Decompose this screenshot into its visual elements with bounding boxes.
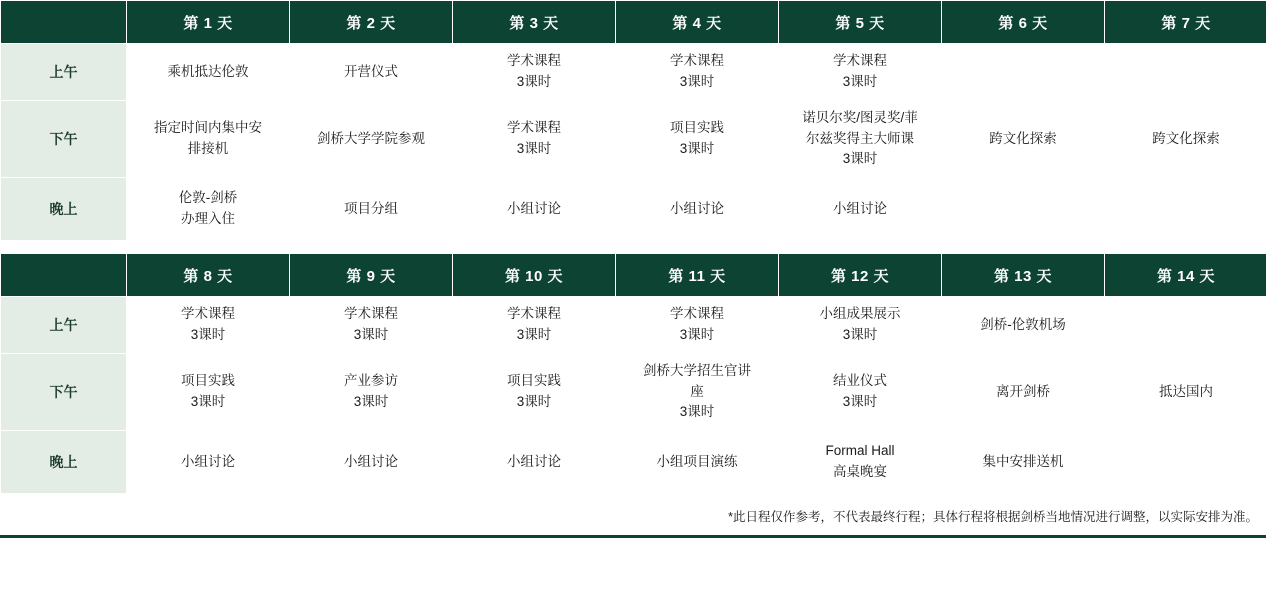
cell-line: 伦敦-剑桥 [178,190,238,206]
cell-d11-evening [616,431,779,494]
cell-d10-evening [453,431,616,494]
cell-d7-afternoon [1105,101,1266,178]
cell-line: 3课时 [516,394,552,409]
cell-d6-afternoon [942,101,1105,178]
cell-line: 跨文化探索 [989,130,1057,146]
cell-d8-afternoon [127,354,290,431]
cell-d4-morning [616,44,779,101]
header-day-11: 第 11 天 [616,254,779,297]
cell-d14-morning [1105,297,1266,354]
cell-d5-evening [779,178,942,241]
header-day-3: 第 3 天 [453,1,616,44]
cell-d11-afternoon [616,354,779,431]
cell-line: 剑桥-伦敦机场 [980,316,1066,332]
cell-line: 学术课程 [670,306,724,322]
cell-d2-morning [290,44,453,101]
header-day-9: 第 9 天 [290,254,453,297]
cell-line: 3课时 [679,404,715,420]
cell-line: 小组讨论 [507,200,561,216]
cell-line: 指定时间内集中安 [154,120,262,136]
header-day-1: 第 1 天 [127,1,290,44]
header-corner-cell [1,1,127,44]
cell-line: 3课时 [842,74,878,89]
header-day-13: 第 13 天 [942,254,1105,297]
cell-d8-evening [127,431,290,494]
cell-line: 剑桥大学招生官讲 [643,362,751,378]
cell-line: 乘机抵达伦敦 [167,63,249,79]
period-label-evening-2: 晚上 [1,431,127,494]
cell-line: 小组讨论 [833,200,887,216]
cell-line: 学术课程 [181,306,235,322]
cell-d3-morning [453,44,616,101]
cell-d6-morning [942,44,1105,101]
cell-line: 3课时 [190,327,226,342]
cell-line: 抵达国内 [1159,383,1213,399]
header-day-5: 第 5 天 [779,1,942,44]
cell-line: 3课时 [353,394,389,409]
cell-line: 座 [690,383,704,399]
cell-line: 开营仪式 [344,63,398,79]
cell-line: 项目实践 [181,373,235,389]
table-header-row-week1 [1,1,1266,44]
cell-line: 3课时 [516,327,552,342]
cell-line: 3课时 [190,394,226,409]
cell-d2-afternoon [290,101,453,178]
cell-line: 离开剑桥 [996,383,1050,399]
cell-d12-evening [779,431,942,494]
cell-line: 3课时 [842,394,878,409]
footnote-text: *此日程仅作参考，不代表最终行程；具体行程将根据剑桥当地情况进行调整，以实际安排为准。 [728,510,1258,524]
cell-d9-afternoon [290,354,453,431]
cell-line: 诺贝尔奖/图灵奖/菲 [802,109,918,125]
header-day-12: 第 12 天 [779,254,942,297]
cell-line: 集中安排送机 [982,453,1064,469]
header-corner-cell-2 [1,254,127,297]
cell-line: 学术课程 [507,306,561,322]
cell-d3-afternoon [453,101,616,178]
table-row [1,297,1266,354]
cell-line: 小组成果展示 [819,306,901,322]
cell-d6-evening [942,178,1105,241]
cell-line: 小组讨论 [507,453,561,469]
cell-line: 3课时 [842,151,878,167]
bottom-rule [0,535,1266,538]
cell-line: 跨文化探索 [1152,130,1220,146]
cell-line: 3课时 [679,74,715,89]
cell-d10-afternoon [453,354,616,431]
cell-line: 学术课程 [833,53,887,69]
cell-line: 小组项目演练 [656,453,738,469]
cell-line: 项目分组 [344,200,398,216]
header-day-6: 第 6 天 [942,1,1105,44]
cell-line: 排接机 [187,141,229,156]
header-day-14: 第 14 天 [1105,254,1266,297]
cell-d12-morning [779,297,942,354]
cell-d8-morning [127,297,290,354]
header-day-8: 第 8 天 [127,254,290,297]
cell-d14-evening [1105,431,1266,494]
table-gap-divider [0,241,1266,253]
cell-d7-evening [1105,178,1266,241]
cell-d9-morning [290,297,453,354]
cell-d13-evening [942,431,1105,494]
table-row [1,431,1266,494]
cell-line: 剑桥大学学院参观 [317,130,425,146]
cell-d1-morning [127,44,290,101]
cell-d13-morning [942,297,1105,354]
cell-line: 产业参访 [344,373,398,389]
cell-line: 学术课程 [507,120,561,136]
cell-line: 3课时 [842,327,878,342]
cell-d13-afternoon [942,354,1105,431]
cell-line: Formal Hall [825,443,895,459]
header-day-2: 第 2 天 [290,1,453,44]
schedule-table-week1 [0,0,1266,241]
cell-d9-evening [290,431,453,494]
cell-d4-afternoon [616,101,779,178]
cell-line: 3课时 [679,141,715,156]
table-header-row-week2 [1,254,1266,297]
cell-line: 项目实践 [670,120,724,136]
cell-d2-evening [290,178,453,241]
cell-line: 学术课程 [670,53,724,69]
period-label-afternoon-2: 下午 [1,354,127,431]
cell-d10-morning [453,297,616,354]
cell-line: 学术课程 [507,53,561,69]
cell-line: 办理入住 [181,211,235,226]
schedule-table-week2 [0,253,1266,494]
cell-d4-evening [616,178,779,241]
cell-line: 小组讨论 [670,200,724,216]
table-row [1,178,1266,241]
table-row [1,354,1266,431]
period-label-afternoon: 下午 [1,101,127,178]
cell-d3-evening [453,178,616,241]
cell-line: 3课时 [679,327,715,342]
cell-line: 3课时 [516,141,552,156]
cell-d5-morning [779,44,942,101]
period-label-morning: 上午 [1,44,127,101]
cell-d12-afternoon [779,354,942,431]
table-row [1,44,1266,101]
cell-line: 学术课程 [344,306,398,322]
header-day-10: 第 10 天 [453,254,616,297]
header-day-4: 第 4 天 [616,1,779,44]
cell-d11-morning [616,297,779,354]
cell-line: 3课时 [353,327,389,342]
cell-line: 小组讨论 [344,453,398,469]
header-day-7: 第 7 天 [1105,1,1266,44]
cell-line: 项目实践 [507,373,561,389]
period-label-evening: 晚上 [1,178,127,241]
cell-d7-morning [1105,44,1266,101]
cell-d14-afternoon [1105,354,1266,431]
cell-d1-afternoon [127,101,290,178]
cell-line: 3课时 [516,74,552,89]
cell-line: 高桌晚宴 [833,464,887,479]
period-label-morning-2: 上午 [1,297,127,354]
cell-d5-afternoon [779,101,942,178]
cell-d1-evening [127,178,290,241]
cell-line: 尔兹奖得主大师课 [806,130,914,146]
table-row [1,101,1266,178]
cell-line: 小组讨论 [181,453,235,469]
cell-line: 结业仪式 [833,373,887,389]
